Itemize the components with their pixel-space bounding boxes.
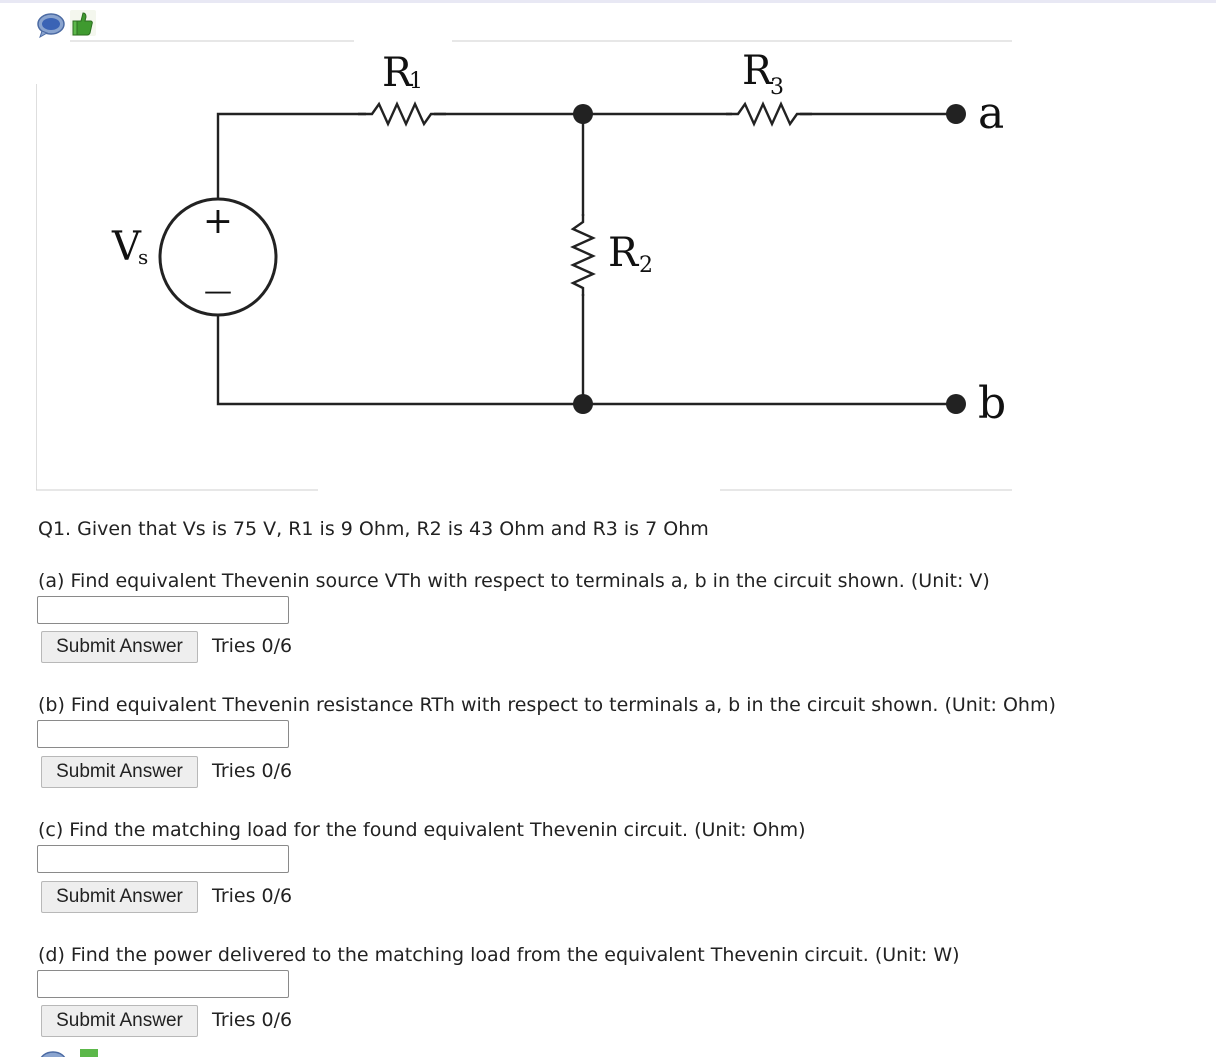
part-d-submit-button[interactable]: Submit Answer <box>41 1005 198 1037</box>
r3-label: R <box>742 48 773 94</box>
node-top <box>573 104 593 124</box>
part-c-tries: Tries 0/6 <box>212 885 293 907</box>
feedback-discussion-icon[interactable] <box>36 8 66 38</box>
wire-bottom <box>218 316 954 404</box>
vs-label: V <box>112 224 141 270</box>
part-b-tries: Tries 0/6 <box>212 760 293 782</box>
resistor-r2 <box>573 214 593 296</box>
terminal-a-label: a <box>978 88 1005 139</box>
r2-subscript: 2 <box>639 253 653 278</box>
terminal-b-label: b <box>978 378 1007 429</box>
part-b-answer-input[interactable] <box>37 720 289 748</box>
part-c-text: (c) Find the matching load for the found equivalent Thevenin circuit. (Unit: Ohm) <box>38 819 806 841</box>
feedback-toolbar <box>36 8 98 38</box>
source-minus-sign: — <box>204 274 232 307</box>
circuit-diagram <box>36 38 1014 493</box>
question-prompt: Q1. Given that Vs is 75 V, R1 is 9 Ohm, R2 is 43 Ohm and R3 is 7 Ohm <box>38 518 709 540</box>
part-a-answer-input[interactable] <box>37 596 289 624</box>
part-a-tries: Tries 0/6 <box>212 635 293 657</box>
part-c-submit-button[interactable]: Submit Answer <box>41 881 198 913</box>
thumbs-up-icon[interactable] <box>80 1049 98 1057</box>
part-d-tries: Tries 0/6 <box>212 1009 293 1031</box>
r1-subscript: 1 <box>409 69 423 94</box>
part-d-text: (d) Find the power delivered to the matching load from the equivalent Thevenin circuit. (Unit: W) <box>38 944 960 966</box>
node-bottom <box>573 394 593 414</box>
part-a-text: (a) Find equivalent Thevenin source VTh with respect to terminals a, b in the circuit shown. (Unit: V) <box>38 570 990 592</box>
wire-left-top <box>218 114 366 198</box>
part-c-answer-input[interactable] <box>37 845 289 873</box>
source-plus-sign: + <box>202 201 234 242</box>
r3-subscript: 3 <box>770 75 784 100</box>
thumbs-up-icon[interactable] <box>68 8 98 38</box>
bottom-feedback-toolbar <box>36 1046 106 1057</box>
r2-label: R <box>608 230 639 276</box>
circuit-figure <box>36 38 1014 493</box>
part-b-text: (b) Find equivalent Thevenin resistance RTh with respect to terminals a, b in the circuit shown. (Unit: Ohm) <box>38 694 1056 716</box>
top-border <box>0 0 1216 3</box>
part-d-answer-input[interactable] <box>37 970 289 998</box>
r1-label: R <box>382 50 413 96</box>
terminal-b-dot <box>946 394 966 414</box>
feedback-discussion-icon[interactable] <box>40 1052 66 1057</box>
terminal-a-dot <box>946 104 966 124</box>
part-a-submit-button[interactable]: Submit Answer <box>41 631 198 663</box>
vs-subscript: s <box>138 245 149 269</box>
part-b-submit-button[interactable]: Submit Answer <box>41 756 198 788</box>
